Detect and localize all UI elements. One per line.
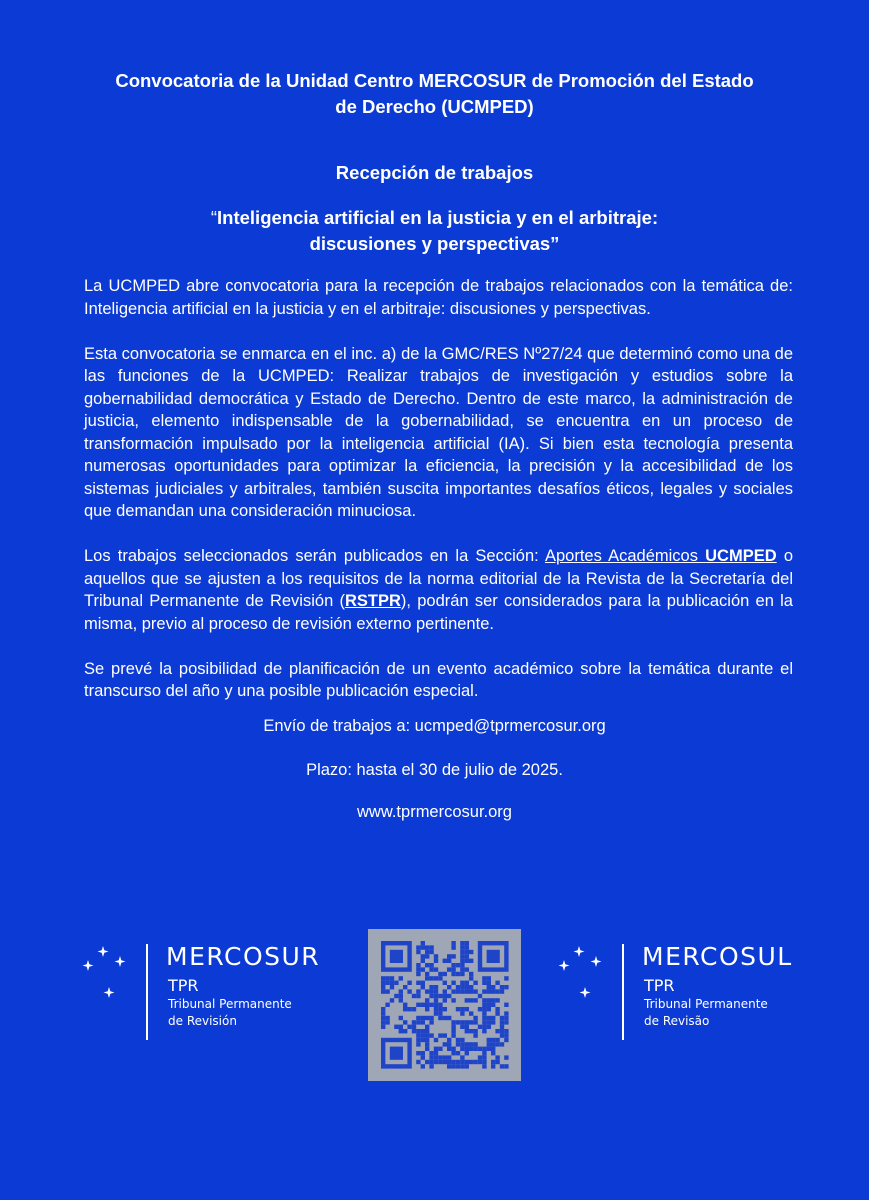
paragraph-publication: Los trabajos seleccionados serán publicados en la Sección: Aportes Académicos UCMPED o aquellos que se ajusten a los requisitos de la norma editorial de la Revista de la Secretaría del Tribunal Permanente de Revisión (RSTPR), podrán ser considerados para la publicación en la misma, previo al proceso de revisión externo pertinente. (84, 547, 794, 633)
body-text (84, 275, 793, 725)
logo-name: MERCOSUR (166, 942, 321, 971)
logo-line2: de Revisão (644, 1014, 710, 1028)
aportes-academicos-link[interactable]: Aportes Académicos UCMPED (544, 547, 777, 565)
website: www.tprmercosur.org (357, 803, 512, 821)
logo-abbr: TPR (644, 976, 675, 995)
logo-line1: Tribunal Permanente (644, 997, 768, 1011)
deadline: Plazo: hasta el 30 de julio de 2025. (306, 761, 563, 779)
logo-line2: de Revisión (168, 1014, 237, 1028)
rstpr-link[interactable]: RSTPR (344, 592, 401, 610)
subtitle: Recepción de trabajos (335, 162, 534, 183)
logo-divider (146, 944, 148, 1040)
submission-email: Envío de trabajos a: ucmped@tprmercosur.org (263, 717, 606, 735)
logo-name: MERCOSUL (642, 942, 793, 971)
mercosul-tpr-logo (558, 940, 828, 1045)
paragraph-intro: La UCMPED abre convocatoria para la recepción de trabajos relacionados con la temática de: Inteligencia artificial en la justicia y en el arbitraje: discusiones y perspectivas. (84, 277, 793, 318)
mercosur-tpr-logo (82, 940, 352, 1045)
stars-icon (558, 940, 613, 1010)
theme-title: “Inteligencia artificial en la justicia y en el arbitraje: discusiones y perspectivas” (210, 207, 659, 254)
page-title: Convocatoria de la Unidad Centro MERCOSUR de Promoción del Estado de Derecho (UCMPED) (115, 70, 754, 117)
logo-abbr: TPR (168, 976, 199, 995)
logo-divider (622, 944, 624, 1040)
qr-code (368, 929, 521, 1081)
paragraph-context: Esta convocatoria se enmarca en el inc. a) de la GMC/RES Nº27/24 que determinó como una de las funciones de la UCMPED: Realizar trabajos de investigación y estudios sobre la gobernabilidad democrática y Estado de Derecho. Dentro de este marco, la administración de justicia, elemento indispensable de la gobernabilidad, se encuentra en un proceso de transformación impulsado por la inteligencia artificial (IA). Si bien esta tecnología presenta numerosas oportunidades para optimizar la eficiencia, la precisión y la accesibilidad de los sistemas judiciales y arbitrales, también suscita importantes desafíos éticos, legales y sociales que demandan una consideración minuciosa. (84, 344, 793, 520)
stars-icon (82, 940, 137, 1010)
paragraph-event: Se prevé la posibilidad de planificación de un evento académico sobre la temática durante el transcurso del año y una posible publicación especial. (84, 659, 793, 700)
qr-code-icon (368, 929, 521, 1081)
logo-line1: Tribunal Permanente (168, 997, 292, 1011)
